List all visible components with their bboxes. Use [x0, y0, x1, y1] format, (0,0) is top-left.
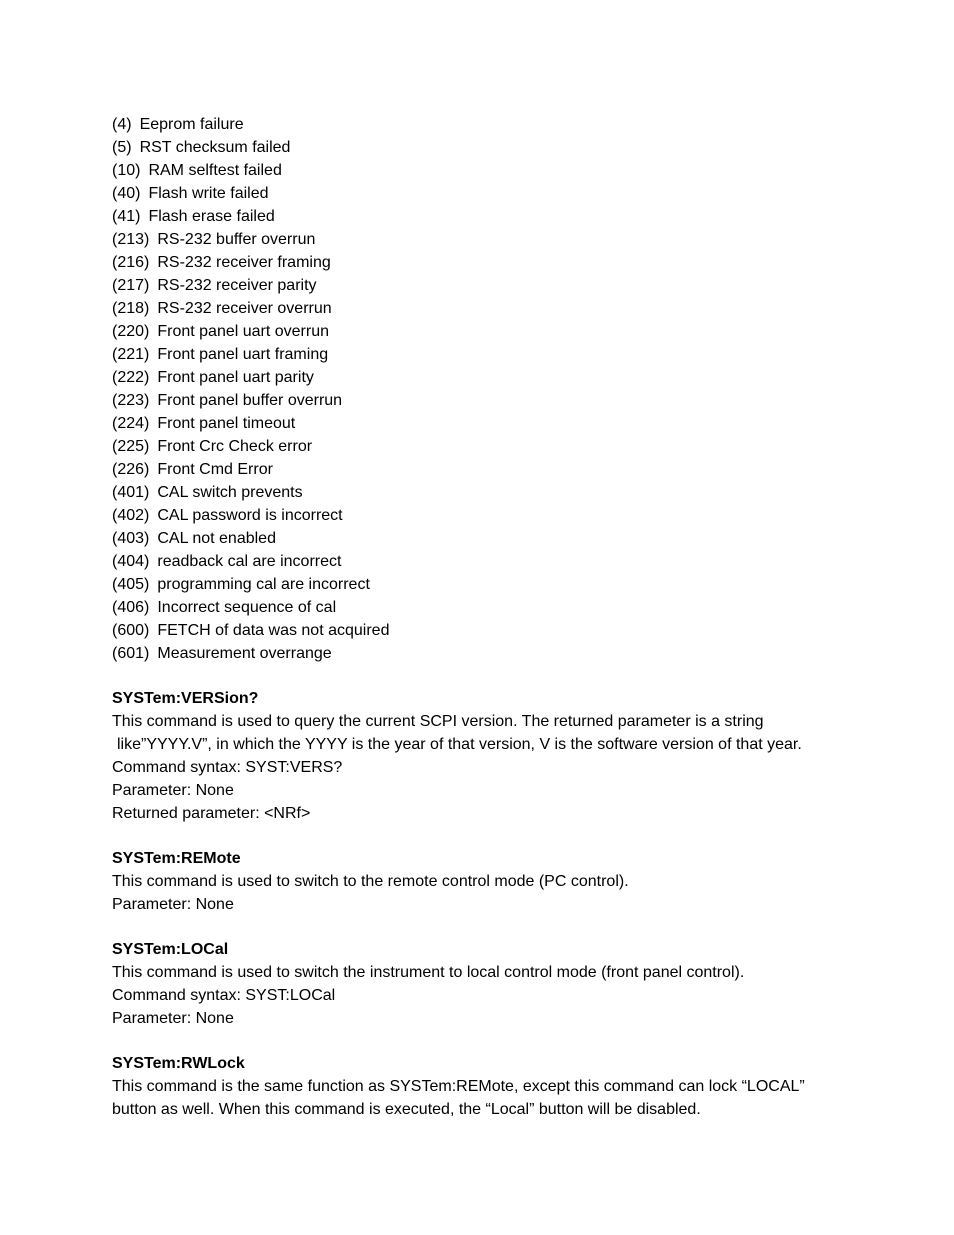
error-code-message: Front panel timeout: [157, 415, 296, 432]
error-code-number: (221): [112, 346, 150, 363]
error-code-number: (406): [112, 599, 150, 616]
error-code-item: [112, 159, 852, 182]
error-code-item: [112, 642, 852, 665]
parameter: Parameter: None: [112, 1010, 234, 1027]
error-code-message: RS-232 receiver overrun: [157, 300, 332, 317]
error-code-item: [112, 274, 852, 297]
error-code-item: [112, 228, 852, 251]
error-code-item: [112, 251, 852, 274]
parameter: Parameter: None: [112, 896, 234, 913]
document-page: [112, 113, 852, 1121]
section-heading: SYSTem:LOCal: [112, 941, 229, 958]
error-code-message: RS-232 receiver framing: [157, 254, 331, 271]
error-code-number: (41): [112, 208, 141, 225]
error-code-number: (10): [112, 162, 141, 179]
error-code-message: programming cal are incorrect: [157, 576, 370, 593]
section-description: This command is used to switch to the remote control mode (PC control).: [112, 873, 629, 890]
error-code-number: (223): [112, 392, 150, 409]
error-code-message: Incorrect sequence of cal: [157, 599, 337, 616]
error-code-number: (222): [112, 369, 150, 386]
section-system-version: [112, 687, 852, 825]
section-system-rwlock: [112, 1052, 852, 1121]
error-code-number: (600): [112, 622, 150, 639]
error-code-item: [112, 619, 852, 642]
error-code-item: [112, 136, 852, 159]
error-code-number: (225): [112, 438, 150, 455]
error-code-message: RST checksum failed: [139, 139, 291, 156]
error-code-number: (40): [112, 185, 141, 202]
error-code-item: [112, 527, 852, 550]
error-code-message: RAM selftest failed: [148, 162, 282, 179]
error-code-number: (403): [112, 530, 150, 547]
command-syntax: Command syntax: SYST:VERS?: [112, 759, 343, 776]
error-code-item: [112, 113, 852, 136]
error-code-message: CAL not enabled: [157, 530, 276, 547]
error-code-item: [112, 343, 852, 366]
error-code-item: [112, 550, 852, 573]
section-description-continued: button as well. When this command is executed, the “Local” button will be disabled.: [112, 1101, 701, 1118]
error-code-item: [112, 573, 852, 596]
section-description-continued: like”YYYY.V”, in which the YYYY is the year of that version, V is the software version of that year.: [117, 736, 802, 753]
error-code-number: (217): [112, 277, 150, 294]
error-code-item: [112, 320, 852, 343]
error-code-number: (226): [112, 461, 150, 478]
error-code-item: [112, 596, 852, 619]
error-code-message: Flash write failed: [148, 185, 269, 202]
section-description: This command is used to query the current SCPI version. The returned parameter is a string: [112, 713, 764, 730]
error-code-message: Eeprom failure: [139, 116, 244, 133]
error-code-message: CAL switch prevents: [157, 484, 303, 501]
error-code-number: (402): [112, 507, 150, 524]
error-code-number: (216): [112, 254, 150, 271]
section-system-remote: [112, 847, 852, 916]
error-code-item: [112, 366, 852, 389]
error-code-message: RS-232 buffer overrun: [157, 231, 316, 248]
error-code-message: Front Crc Check error: [157, 438, 313, 455]
error-code-message: Front Cmd Error: [157, 461, 273, 478]
error-code-message: Front panel uart overrun: [157, 323, 330, 340]
error-code-message: Flash erase failed: [148, 208, 275, 225]
error-code-message: Front panel uart framing: [157, 346, 329, 363]
error-code-item: [112, 182, 852, 205]
error-code-item: [112, 205, 852, 228]
error-code-item: [112, 504, 852, 527]
error-code-number: (213): [112, 231, 150, 248]
error-code-item: [112, 389, 852, 412]
error-code-message: Front panel buffer overrun: [157, 392, 343, 409]
section-heading: SYSTem:REMote: [112, 850, 241, 867]
error-code-number: (401): [112, 484, 150, 501]
error-code-item: [112, 481, 852, 504]
error-code-number: (404): [112, 553, 150, 570]
section-heading: SYSTem:RWLock: [112, 1055, 245, 1072]
error-code-number: (405): [112, 576, 150, 593]
error-code-list: [112, 113, 852, 665]
error-code-number: (220): [112, 323, 150, 340]
error-code-message: RS-232 receiver parity: [157, 277, 317, 294]
error-code-number: (4): [112, 116, 132, 133]
command-syntax: Command syntax: SYST:LOCal: [112, 987, 336, 1004]
error-code-item: [112, 435, 852, 458]
section-system-local: [112, 938, 852, 1030]
error-code-message: FETCH of data was not acquired: [157, 622, 390, 639]
error-code-item: [112, 412, 852, 435]
section-description: This command is used to switch the instrument to local control mode (front panel control).: [112, 964, 745, 981]
error-code-number: (218): [112, 300, 150, 317]
error-code-item: [112, 297, 852, 320]
returned-parameter: Returned parameter: <NRf>: [112, 805, 311, 822]
error-code-item: [112, 458, 852, 481]
error-code-message: Front panel uart parity: [157, 369, 314, 386]
parameter: Parameter: None: [112, 782, 234, 799]
error-code-message: readback cal are incorrect: [157, 553, 342, 570]
section-description: This command is the same function as SYSTem:REMote, except this command can lock “LOCAL”: [112, 1078, 805, 1095]
error-code-number: (5): [112, 139, 132, 156]
error-code-message: CAL password is incorrect: [157, 507, 343, 524]
error-code-number: (601): [112, 645, 150, 662]
error-code-number: (224): [112, 415, 150, 432]
section-heading: SYSTem:VERSion?: [112, 690, 259, 707]
error-code-message: Measurement overrange: [157, 645, 332, 662]
